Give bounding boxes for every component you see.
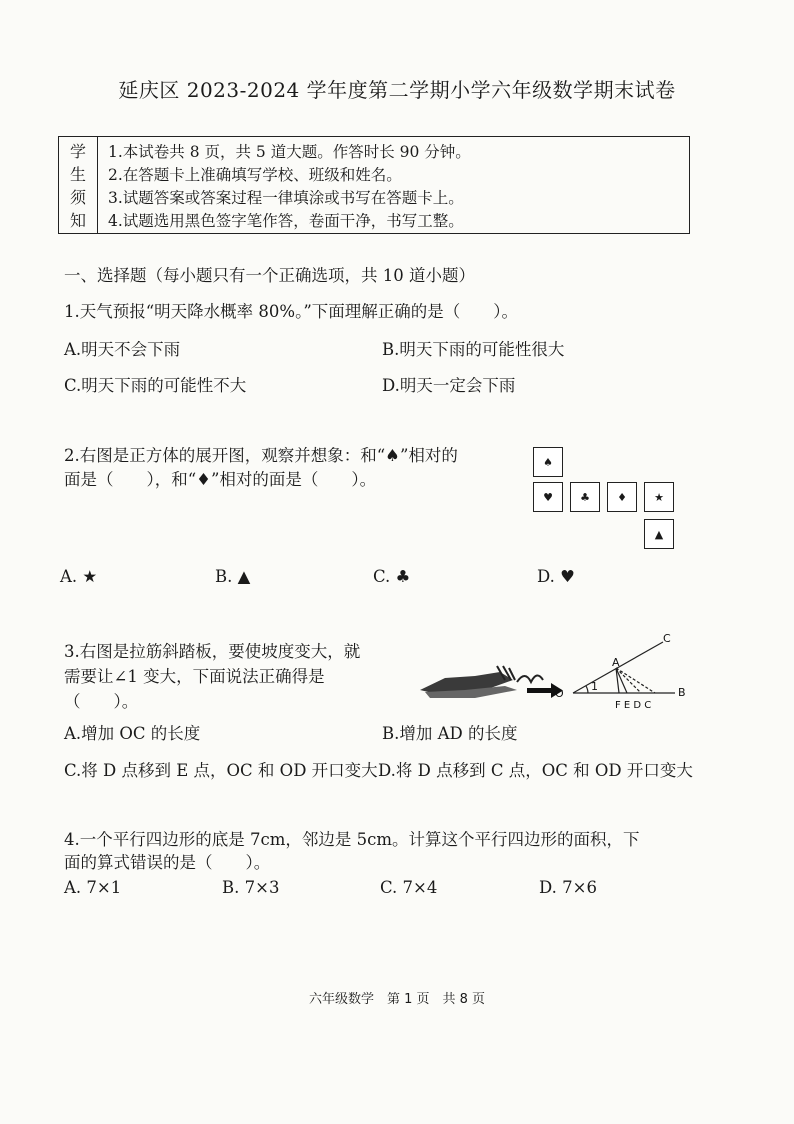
point-a-label: A (612, 656, 620, 669)
question-2-stem-line1: 2.右图是正方体的展开图，观察并想象：和“♠”相对的 (64, 446, 458, 465)
notice-label-char: 须 (69, 188, 86, 207)
angle-1-label: 1 (591, 680, 598, 693)
question-4-option-a: A. 7×1 (64, 878, 122, 897)
page-title: 延庆区 2023-2024 学年度第二学期小学六年级数学期末试卷 (118, 78, 676, 102)
question-4-option-b: B. 7×3 (222, 878, 280, 897)
question-1-option-b: B.明天下雨的可能性很大 (382, 340, 565, 359)
notice-item: 3.试题答案或答案过程一律填涂或书写在答题卡上。 (108, 188, 464, 207)
question-2-option-d: D. ♥ (537, 567, 575, 586)
question-3-stem-line1: 3.右图是拉筋斜踏板，要使坡度变大，就 (64, 642, 361, 661)
question-4-option-c: C. 7×4 (380, 878, 438, 897)
question-3-option-b: B.增加 AD 的长度 (382, 724, 518, 743)
notice-item: 1.本试卷共 8 页，共 5 道大题。作答时长 90 分钟。 (108, 142, 471, 161)
notice-item: 2.在答题卡上准确填写学校、班级和姓名。 (108, 165, 402, 184)
student-notice-box (58, 136, 690, 234)
incline-board-diagram (405, 630, 705, 715)
notice-label-char: 学 (69, 142, 86, 161)
page-footer: 六年级数学 第 1 页 共 8 页 (308, 992, 486, 1007)
net-face-heart: ♥ (533, 482, 563, 512)
net-face-club: ♣ (570, 482, 600, 512)
question-4-option-d: D. 7×6 (539, 878, 597, 897)
notice-label (59, 137, 98, 233)
incline-board-picture (420, 666, 543, 698)
question-3-option-d: D.将 D 点移到 C 点，OC 和 OD 开口变大 (378, 761, 693, 780)
notice-item: 4.试题选用黑色签字笔作答，卷面干净，书写工整。 (108, 211, 464, 230)
question-1-option-c: C.明天下雨的可能性不大 (64, 376, 247, 395)
net-face-spade: ♠ (533, 447, 563, 477)
net-face-star: ★ (644, 482, 674, 512)
notice-label-char: 生 (69, 165, 86, 184)
question-1-option-d: D.明天一定会下雨 (382, 376, 516, 395)
net-face-diamond: ♦ (607, 482, 637, 512)
point-c-label: C (663, 632, 671, 645)
question-1-option-a: A.明天不会下雨 (64, 340, 181, 359)
point-o-label: O (555, 687, 564, 700)
question-2-option-b: B. ▲ (215, 567, 251, 586)
notice-items (98, 137, 689, 233)
angle-geometry (573, 642, 675, 693)
notice-label-char: 知 (69, 211, 86, 230)
question-2-option-c: C. ♣ (373, 567, 411, 586)
question-4-stem-line1: 4.一个平行四边形的底是 7cm，邻边是 5cm。计算这个平行四边形的面积，下 (64, 830, 640, 849)
base-points-label: F E D C (615, 700, 652, 711)
question-1-stem: 1.天气预报“明天降水概率 80%。”下面理解正确的是（ ）。 (64, 302, 519, 321)
question-3-option-a: A.增加 OC 的长度 (64, 724, 201, 743)
question-4-stem-line2: 面的算式错误的是（ ）。 (64, 853, 271, 872)
question-2-stem-line2: 面是（ ），和“♦”相对的面是（ ）。 (64, 470, 377, 489)
question-2-option-a: A. ★ (60, 567, 98, 586)
question-3-stem-line3: （ ）。 (64, 692, 139, 711)
question-3-stem-line2: 需要让∠1 变大，下面说法正确得是 (64, 667, 325, 686)
net-face-triangle: ▲ (644, 519, 674, 549)
point-b-label: B (678, 686, 686, 699)
question-3-option-c: C.将 D 点移到 E 点，OC 和 OD 开口变大 (64, 761, 378, 780)
section-heading: 一、选择题（每小题只有一个正确选项，共 10 道小题） (64, 266, 475, 285)
